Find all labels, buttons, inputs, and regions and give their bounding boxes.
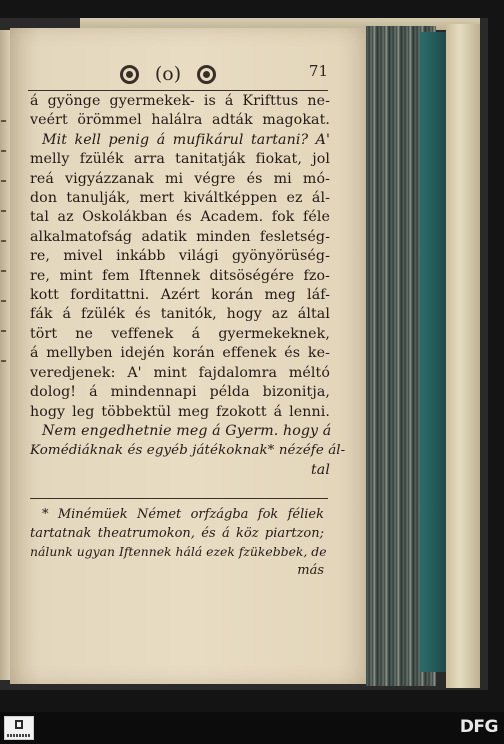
facing-page-marks [1, 120, 9, 420]
header-rule [28, 90, 328, 91]
text-line: alkalmatofság adatik minden fesletség- [30, 228, 330, 245]
footnote-catchword: más [297, 562, 324, 578]
library-logo-icon[interactable] [4, 716, 34, 740]
text-line: reá vigyázzanak mi végre és mi mó- [30, 170, 330, 187]
fore-edge-dark-band [420, 32, 446, 672]
dfg-logo[interactable]: DFG [459, 717, 498, 737]
text-line: kott forditattni. Azért korán meg láf- [30, 287, 330, 304]
text-line: tört ne veffenek á gyermekeknek, [30, 325, 330, 342]
text-line: dolog! á mindennapi példa bizonitja, [30, 384, 330, 401]
text-line: fák á fzülék és tanitók, hogy az által [30, 306, 330, 323]
text-line: tal az Oskolákban és Academ. fok féle [30, 209, 330, 226]
footnote [30, 506, 327, 580]
book-cover-edge [446, 24, 480, 688]
facing-page-edge [0, 30, 10, 680]
text-line: re, mivel inkább világi gyönyörüség- [30, 248, 330, 265]
text-line: hogy leg többektül meg fzokott á lenni. [30, 403, 330, 420]
footnote-line: nálunk ugyan Iftennek hálá ezek fzükebbek, de [30, 544, 327, 559]
footnote-line: * Minémüek Német orfzágba fok féliek [42, 507, 324, 522]
text-line: veredjenek: A' mint fajdalomra méltó [30, 364, 330, 381]
text-line: á gyönge gyermekek- is á Krifttus ne- [30, 93, 330, 109]
footnote-rule [30, 498, 328, 499]
text-line: veért örömmel halálra adták magokat. [30, 112, 330, 129]
text-line-question: Mit kell penig á mufikárul tartani? A' [42, 131, 330, 148]
page-header [32, 60, 328, 88]
text-line-heading: Komédiáknak és egyéb játékoknak* nézéfe ál- [30, 443, 346, 459]
rosette-right-icon [197, 65, 216, 84]
text-line-heading: Nem engedhetnie meg á Gyerm. hogy á [42, 422, 332, 439]
text-line-catchword: tal [311, 461, 330, 478]
body-text [30, 92, 346, 480]
text-line: melly fzülék arra tanitatják fiokat, jol [30, 151, 330, 168]
ornament-center: (o) [154, 63, 182, 85]
header-ornament [120, 62, 216, 86]
text-line: á mellyben idején korán effenek és ke- [30, 345, 330, 362]
viewer-footer-bar [0, 712, 504, 744]
text-line: re, mint fem Iftennek ditsöségére fzo- [30, 267, 330, 284]
text-line: don tanulják, mert kiváltképpen ez ál- [30, 190, 330, 207]
rosette-left-icon [120, 65, 139, 84]
footnote-line: tartatnak theatrumokon, és á köz piartzon; [30, 525, 324, 541]
library-logo-lettering [7, 734, 31, 737]
page-number: 71 [308, 62, 328, 80]
